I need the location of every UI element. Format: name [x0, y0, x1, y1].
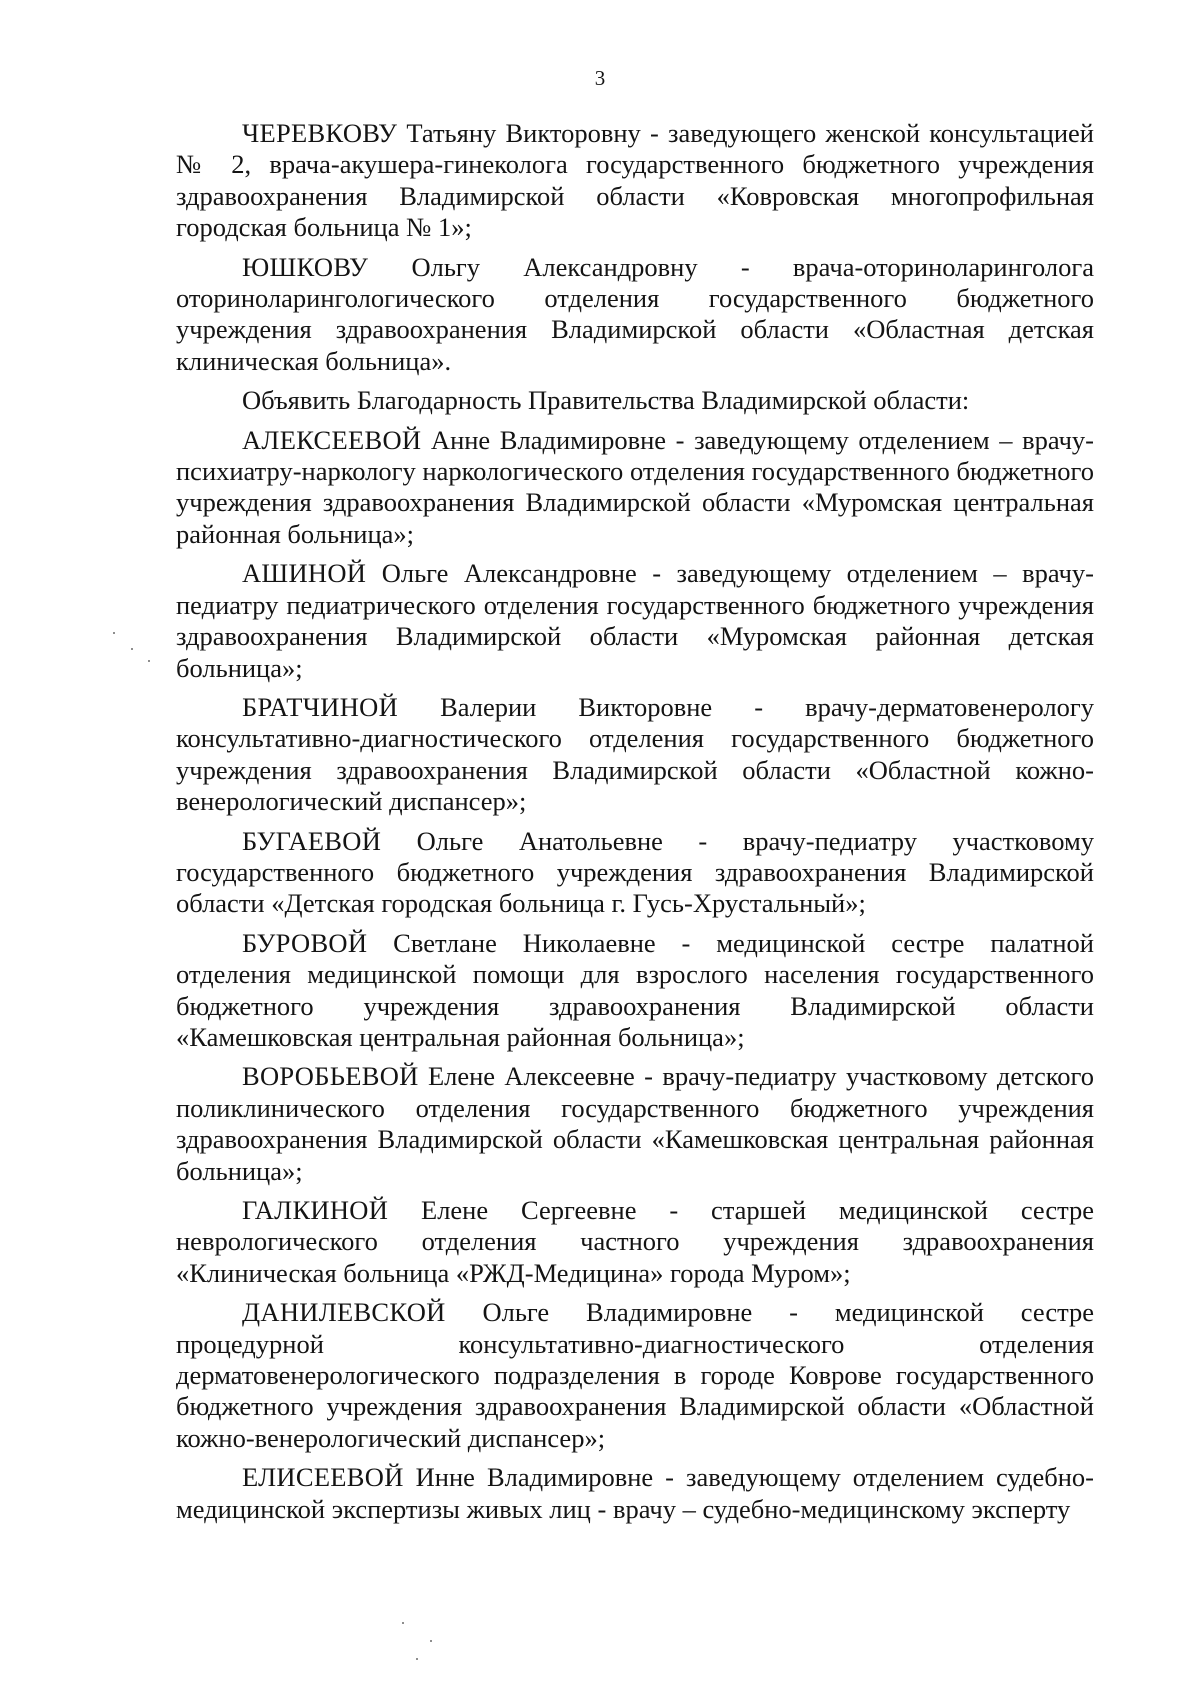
paragraph-text: Анне Владимировне - заведующему отделением – врачу-психиатру-наркологу наркологического отделения государственного бюджетного учреждения здравоохранения Владимирской области «Муромская центральная районная больница»;: [176, 424, 1094, 549]
document-body: [176, 118, 1094, 1525]
paragraph-text: Ольгу Александровну - врача-оториноларинголога оториноларингологического отделения государственного бюджетного учреждения здравоохранения Владимирской области «Областная детская клиническая больница».: [176, 251, 1094, 376]
surname: ДАНИЛЕВСКОЙ: [242, 1297, 446, 1328]
surname: ЧЕРЕВКОВУ: [242, 118, 398, 148]
scan-speck: [148, 660, 150, 662]
paragraph-text: Объявить Благодарность Правительства Владимирской области:: [242, 385, 970, 416]
paragraph-bugaeva: [176, 826, 1094, 920]
paragraph-text: Елене Алексеевне - врачу-педиатру участковому детского поликлинического отделения государственного бюджетного учреждения здравоохранения Владимирской области «Камешковская центральная районная больница»;: [176, 1061, 1094, 1186]
paragraph-alekseeva: [176, 425, 1094, 551]
paragraph-text: Ольге Анатольевне - врачу-педиатру участковому государственного бюджетного учреждения здравоохранения Владимирской области «Детская городская больница г. Гусь-Хрустальный»;: [176, 825, 1094, 919]
surname: БУГАЕВОЙ: [242, 825, 382, 856]
scan-speck: [131, 648, 133, 650]
paragraph-yushkova: [176, 252, 1094, 378]
paragraph-text: Светлане Николаевне - медицинской сестре палатной отделения медицинской помощи для взрослого населения государственного бюджетного учреждения здравоохранения Владимирской области «Камешковская центральная районная больница»;: [176, 927, 1094, 1052]
section-heading-gratitude: [176, 385, 1094, 416]
surname: ВОРОБЬЕВОЙ: [242, 1061, 419, 1092]
paragraph-galkina: [176, 1195, 1094, 1289]
paragraph-text: Валерии Викторовне - врачу-дерматовенерологу консультативно-диагностического отделения государственного бюджетного учреждения здравоохранения Владимирской области «Областной кожно-венерологический диспансер»;: [176, 691, 1094, 817]
surname: БУРОВОЙ: [242, 927, 368, 958]
paragraph-text: Ольге Александровне - заведующему отделением – врачу-педиатру педиатрического отделения государственного бюджетного учреждения здравоохранения Владимирской области «Муромская районная детская больница»;: [176, 558, 1094, 683]
paragraph-danilevskaya: [176, 1297, 1094, 1454]
paragraph-bratchina: [176, 692, 1094, 818]
surname: АЛЕКСЕЕВОЙ: [242, 424, 422, 455]
scan-speck: [113, 632, 115, 634]
surname: ЕЛИСЕЕВОЙ: [242, 1462, 404, 1493]
paragraph-text: Ольге Владимировне - медицинской сестре процедурной консультативно-диагностического отделения дерматовенерологического подразделения в городе Коврове государственного бюджетного учреждения здравоохранения Владимирской области «Областной кожно-венерологический диспансер»;: [176, 1297, 1094, 1453]
scan-speck: [416, 1658, 418, 1660]
surname: ГАЛКИНОЙ: [242, 1195, 389, 1225]
surname: БРАТЧИНОЙ: [242, 691, 399, 722]
paragraph-eliseeva: [176, 1462, 1094, 1525]
page-number: 3: [594, 66, 606, 90]
surname: АШИНОЙ: [242, 558, 367, 589]
paragraph-cherevkova: [176, 118, 1094, 244]
paragraph-vorobyeva: [176, 1061, 1094, 1187]
paragraph-text: Татьяну Викторовну - заведующего женской консультацией № 2, врача-акушера-гинеколога государственного бюджетного учреждения здравоохранения Владимирской области «Ковровская многопрофильная городская больница № 1»;: [176, 118, 1094, 243]
paragraph-text: Елене Сергеевне - старшей медицинской сестре неврологического отделения частного учреждения здравоохранения «Клиническая больница «РЖД-Медицина» города Муром»;: [176, 1195, 1094, 1288]
surname: ЮШКОВУ: [242, 251, 369, 282]
paragraph-text: Инне Владимировне - заведующему отделением судебно-медицинской экспертизы живых лиц - врачу – судебно-медицинскому эксперту: [176, 1462, 1094, 1524]
scan-speck: [402, 1622, 404, 1624]
scan-speck: [430, 1640, 432, 1642]
paragraph-burova: [176, 928, 1094, 1054]
paragraph-ashina: [176, 558, 1094, 684]
